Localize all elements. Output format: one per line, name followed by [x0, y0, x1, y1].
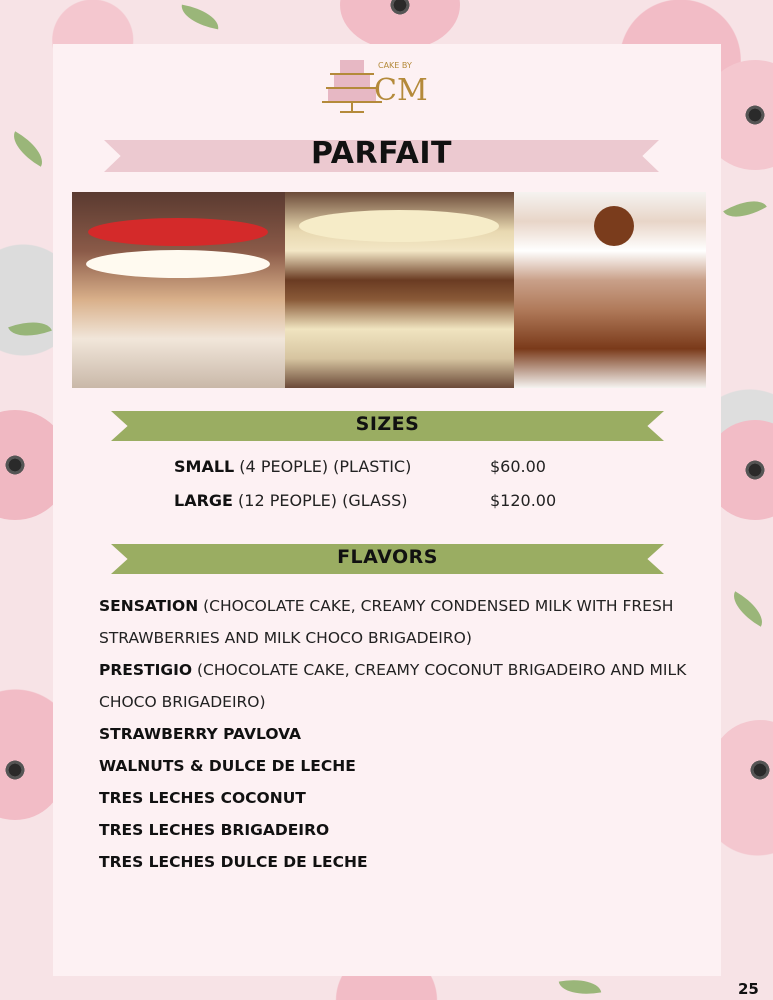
flavor-list [99, 590, 699, 878]
flavor-name: TRES LECHES DULCE DE LECHE [99, 853, 368, 871]
size-detail: (12 PEOPLE) (GLASS) [232, 491, 408, 510]
list-item [99, 750, 699, 782]
flavor-name: PRESTIGIO [99, 661, 193, 679]
size-name: LARGE [174, 491, 233, 510]
chocolate-parfait-photo [514, 192, 706, 388]
photo-strip [72, 192, 706, 388]
flavor-name: WALNUTS & DULCE DE LECHE [99, 757, 356, 775]
flavor-detail: (CHOCOLATE CAKE, CREAMY COCONUT BRIGADEIRO AND MILK CHOCO BRIGADEIRO) [99, 661, 687, 711]
cake-by-cm-logo [322, 52, 442, 114]
list-item [99, 654, 699, 718]
page-title: PARFAIT [311, 136, 452, 171]
banana-parfait-photo [285, 192, 514, 388]
list-item [99, 846, 699, 878]
list-item [99, 782, 699, 814]
flavor-name: TRES LECHES COCONUT [99, 789, 306, 807]
flavor-name: SENSATION [99, 597, 199, 615]
leaf-decoration [559, 975, 602, 1000]
size-price-large: $120.00 [490, 491, 557, 510]
list-item [99, 718, 699, 750]
size-row-large [174, 491, 408, 510]
leaf-decoration [6, 131, 50, 167]
flower-decoration [340, 0, 460, 50]
flavors-heading: FLAVORS [337, 546, 438, 568]
list-item [99, 814, 699, 846]
size-price-small: $60.00 [490, 457, 546, 476]
leaf-decoration [179, 5, 222, 30]
leaf-decoration [726, 591, 770, 627]
size-row-small [174, 457, 411, 476]
list-item [99, 590, 699, 654]
flavor-detail: (CHOCOLATE CAKE, CREAMY CONDENSED MILK WITH FRESH STRAWBERRIES AND MILK CHOCO BRIGADEIRO) [99, 597, 674, 647]
logo-text-main: CM [374, 73, 428, 108]
flavor-name: STRAWBERRY PAVLOVA [99, 725, 302, 743]
sizes-heading: SIZES [355, 413, 420, 435]
logo-text-top: CAKE BY [378, 61, 412, 70]
leaf-decoration [8, 314, 52, 345]
flavor-name: TRES LECHES BRIGADEIRO [99, 821, 330, 839]
page-number: 25 [738, 980, 759, 998]
size-detail: (4 PEOPLE) (PLASTIC) [234, 457, 412, 476]
strawberry-parfait-photo [72, 192, 285, 388]
size-name: SMALL [174, 457, 235, 476]
leaf-decoration [723, 191, 767, 227]
